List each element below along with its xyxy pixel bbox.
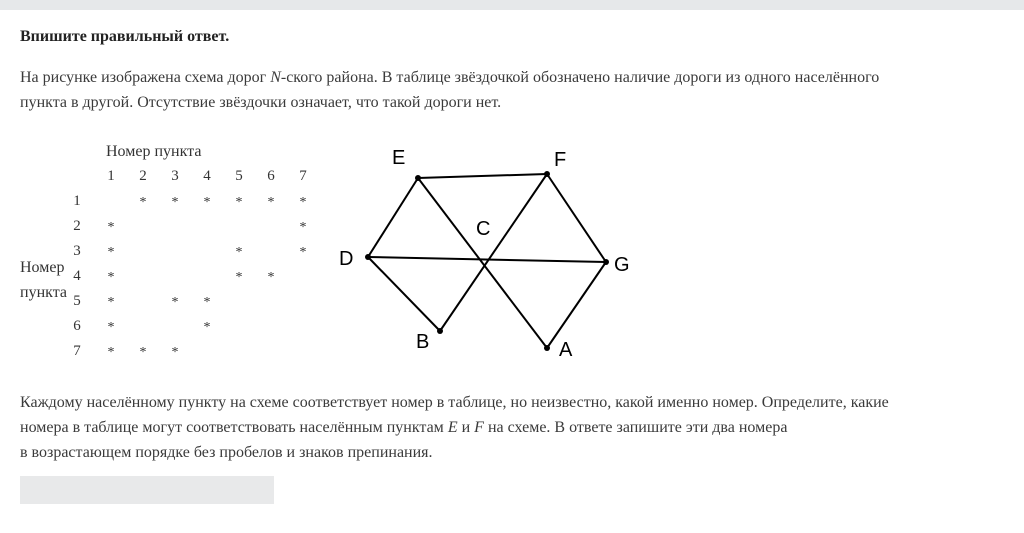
node-label-a: A [559, 339, 573, 361]
table-cell-star: * [107, 270, 115, 285]
table-cell-star: * [235, 245, 243, 260]
node-a [544, 345, 550, 351]
table-column-number: 3 [171, 168, 179, 184]
table-column-header: Номер пункта [106, 143, 202, 160]
node-label-e: E [392, 147, 406, 169]
table-cell-star: * [139, 345, 147, 360]
table-cell-star: * [267, 270, 275, 285]
road-edge-ef [418, 174, 547, 178]
table-row-number: 7 [73, 343, 81, 359]
task-and: и [457, 419, 475, 436]
node-label-g: G [614, 254, 630, 276]
task-line-1: Каждому населённому пункту на схеме соответствует номер в таблице, но неизвестно, какой именно номер. Определите, какие [20, 394, 889, 411]
task-var-e: E [447, 419, 458, 436]
table-cell-star: * [171, 345, 179, 360]
answer-input[interactable] [20, 476, 274, 504]
table-cell-star: * [267, 195, 275, 210]
task-text-a: номера в таблице могут соответствовать населённым пунктам [20, 419, 448, 436]
table-cell-star: * [107, 245, 115, 260]
road-edge-ed [368, 178, 418, 257]
table-cell-star: * [299, 195, 307, 210]
table-column-number: 7 [299, 168, 307, 184]
node-f [544, 171, 550, 177]
intro-paragraph [20, 65, 1010, 115]
table-cell-star: * [203, 195, 211, 210]
intro-line-1 [20, 65, 1010, 90]
road-edge-fg [547, 174, 606, 262]
table-cell-star: * [171, 195, 179, 210]
table-row-header [20, 255, 67, 305]
table-row-number: 5 [73, 293, 81, 309]
node-label-b: B [416, 331, 430, 353]
node-label-f: F [554, 149, 567, 171]
table-column-number: 5 [235, 168, 243, 184]
table-row-number: 4 [73, 268, 81, 284]
node-g [603, 259, 609, 265]
task-line-2 [20, 415, 1010, 440]
table-cell-star: * [299, 245, 307, 260]
node-e [415, 175, 421, 181]
table-row-number: 3 [73, 243, 81, 259]
task-line-3: в возрастающем порядке без пробелов и знаков препинания. [20, 444, 433, 461]
intro-text-b: -ского района. В таблице звёздочкой обозначено наличие дороги из одного населённого [280, 69, 880, 86]
table-column-number: 1 [107, 168, 115, 184]
task-paragraph [20, 390, 1010, 465]
table-cell-star: * [203, 320, 211, 335]
table-row-number: 2 [73, 218, 81, 234]
table-column-number: 4 [203, 168, 211, 184]
table-column-number: 6 [267, 168, 275, 184]
node-b [437, 328, 443, 334]
table-row-header-line1: Номер [20, 259, 65, 276]
table-cell-star: * [107, 295, 115, 310]
table-row-header-line2: пункта [20, 284, 67, 301]
table-cell-star: * [107, 320, 115, 335]
intro-variable: N [270, 69, 281, 86]
road-edge-fb [440, 174, 547, 331]
task-text-b: на схеме. В ответе запишите эти два номера [483, 419, 788, 436]
table-column-number: 2 [139, 168, 147, 184]
instruction-heading: Впишите правильный ответ. [20, 28, 230, 45]
table-cell-star: * [107, 345, 115, 360]
node-d [365, 254, 371, 260]
table-row-number: 6 [73, 318, 81, 334]
table-cell-star: * [139, 195, 147, 210]
node-label-c: C [476, 218, 491, 240]
table-cell-star: * [235, 195, 243, 210]
node-label-d: D [339, 248, 354, 270]
table-row-number: 1 [73, 193, 81, 209]
table-cell-star: * [171, 295, 179, 310]
top-bar [0, 0, 1024, 10]
intro-line-2: пункта в другой. Отсутствие звёздочки означает, что такой дороги нет. [20, 94, 502, 111]
task-var-f: F [474, 419, 484, 436]
intro-text-a: На рисунке изображена схема дорог [20, 69, 271, 86]
road-graph [330, 140, 650, 370]
table-cell-star: * [203, 295, 211, 310]
table-cell-star: * [235, 270, 243, 285]
road-edge-db [368, 257, 440, 331]
table-cell-star: * [299, 220, 307, 235]
table-cell-star: * [107, 220, 115, 235]
road-edge-ga [547, 262, 606, 348]
